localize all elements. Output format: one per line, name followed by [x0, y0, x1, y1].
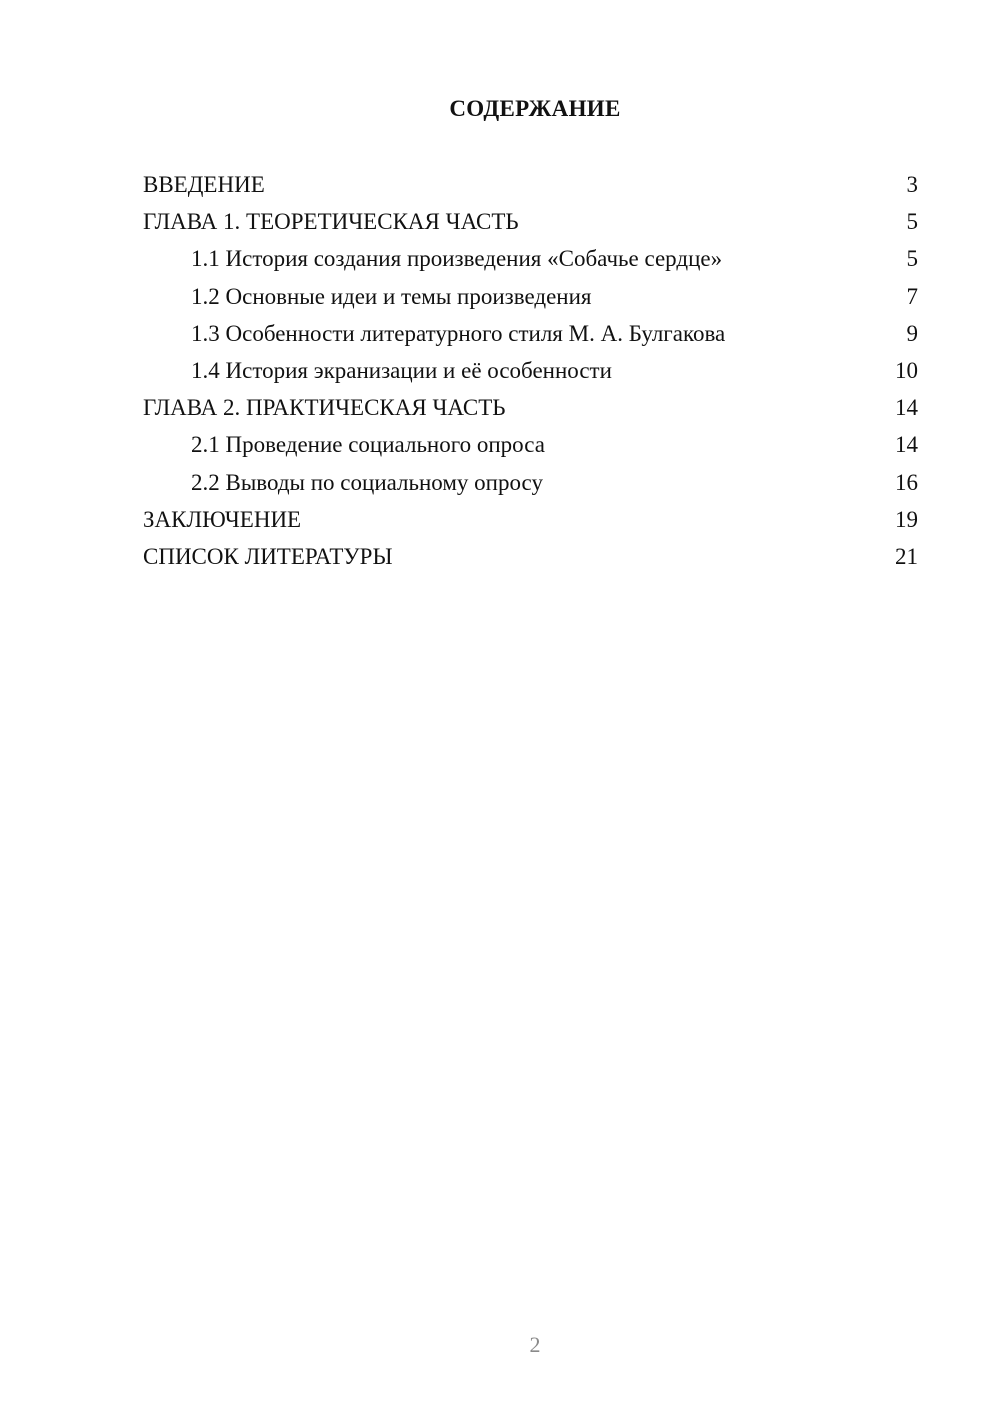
- toc-entry-label: 1.3 Особенности литературного стиля М. А. Булгакова: [191, 320, 726, 346]
- toc-entry-label: ГЛАВА 1. ТЕОРЕТИЧЕСКАЯ ЧАСТЬ: [143, 209, 519, 235]
- toc-entry-section-2-1: [143, 426, 918, 463]
- toc-entry-page: 7: [906, 283, 918, 309]
- toc-entry-label: СПИСОК ЛИТЕРАТУРЫ: [143, 543, 393, 569]
- toc-entry-label: ЗАКЛЮЧЕНИЕ: [143, 506, 302, 532]
- toc-entry-chapter-2: [143, 389, 918, 426]
- toc-entry-page: 21: [895, 543, 918, 569]
- toc-entry-page: 5: [906, 246, 918, 272]
- toc-entry-label: 2.2 Выводы по социальному опросу: [191, 469, 543, 495]
- page-title: СОДЕРЖАНИЕ: [449, 96, 621, 121]
- toc-entry-page: 19: [895, 506, 918, 532]
- toc-entry-section-1-4: [143, 352, 918, 389]
- toc-entry-page: 14: [895, 395, 918, 421]
- toc-entry-page: 14: [895, 432, 918, 458]
- toc-entry-page: 9: [906, 320, 918, 346]
- toc-entry-label: 1.4 История экранизации и её особенности: [191, 357, 612, 383]
- toc-entry-references: [143, 538, 918, 575]
- toc-entry-page: 10: [895, 357, 918, 383]
- toc-entry-section-1-3: [143, 315, 918, 352]
- toc-entry-label: 1.2 Основные идеи и темы произведения: [191, 283, 592, 309]
- toc-entry-label: 1.1 История создания произведения «Собачье сердце»: [191, 246, 723, 272]
- toc-entry-page: 16: [895, 469, 918, 495]
- toc-entry-section-1-2: [143, 278, 918, 315]
- toc-entry-chapter-1: [143, 203, 918, 240]
- toc-entry-conclusion: [143, 501, 918, 538]
- toc-entry-section-1-1: [143, 240, 918, 277]
- page-number: 2: [529, 1332, 541, 1357]
- toc-entry-section-2-2: [143, 464, 918, 501]
- toc-entry-introduction: [143, 166, 918, 203]
- toc-entry-page: 3: [906, 172, 918, 197]
- toc-entry-label: ГЛАВА 2. ПРАКТИЧЕСКАЯ ЧАСТЬ: [143, 395, 506, 421]
- toc-entry-label: 2.1 Проведение социального опроса: [191, 432, 545, 458]
- table-of-contents: [143, 166, 918, 575]
- toc-entry-label: ВВЕДЕНИЕ: [143, 172, 265, 197]
- toc-entry-page: 5: [906, 209, 918, 235]
